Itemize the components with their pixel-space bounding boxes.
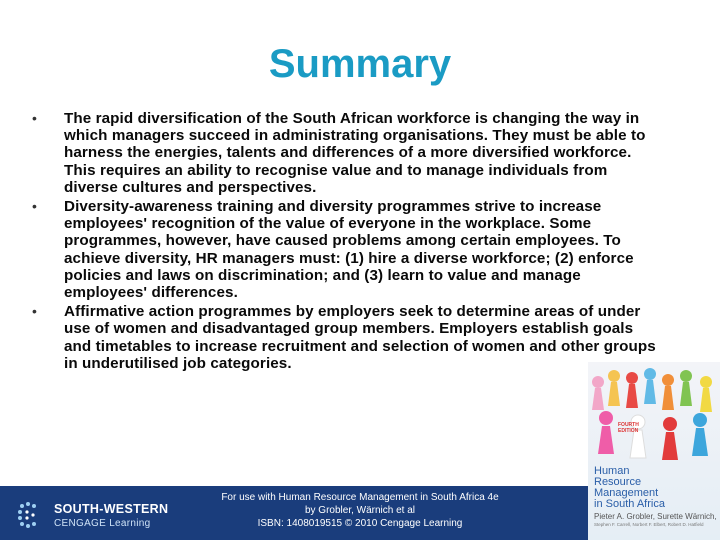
bullet-text: The rapid diversification of the South African workforce is changing the way in which managers succeed in administrating organisations. They must be able to harness the energies, talents and differences of a more diversified workforce. This requires an ability to recognise value and to manage individuals from diverse cultures and perspectives.: [64, 110, 646, 196]
slide-title: Summary: [268, 42, 452, 86]
bullet-list: [28, 110, 658, 374]
logo-subtitle: CENGAGE Learning: [54, 518, 151, 529]
pawn-figures-illustration: [588, 362, 720, 472]
book-authors: Pieter A. Grobler, Surette Wärnich,: [594, 512, 717, 521]
book-edition-line: EDITION: [618, 428, 639, 434]
bullet-marker: •: [32, 303, 37, 320]
bullet-item: [28, 198, 658, 301]
book-title: [594, 466, 665, 510]
book-title-line: Resource: [594, 476, 642, 488]
footer-line: by Grobler, Wärnich et al: [304, 505, 416, 516]
publisher-logo: [16, 500, 196, 532]
bullet-marker: •: [32, 110, 37, 126]
logo-name: SOUTH-WESTERN: [54, 502, 169, 516]
footer-citation: [200, 491, 520, 530]
book-edition: [618, 422, 639, 434]
book-authors-more: Stephen F. Carrell, Norbert F. Elbert, Robert D. Hatfield: [594, 522, 704, 527]
bullet-text: Diversity‑awareness training and diversity programmes strive to increase employees' recognition of the value of everyone in the workplace. Some programmes, however, have caused problems among certain employees. To achieve diversity, HR managers must: (1) hire a diverse workforce; (2) enforce policies and laws on discrimination; and (3) learn to value and manage employees' differences.: [64, 198, 634, 302]
footer-line: ISBN: 1408019515 © 2010 Cengage Learning: [257, 518, 463, 529]
cengage-logo-icon: [16, 500, 46, 530]
bullet-item: [28, 303, 658, 372]
bullet-marker: •: [32, 198, 37, 215]
book-title-line: Management: [594, 487, 659, 499]
bullet-text: Affirmative action programmes by employers seek to determine areas of under use of women and disadvantaged group members. Employers establish goals and timetables to increase recruitment and selection of women and other groups in underutilised job categories.: [64, 303, 656, 372]
footer-line: For use with Human Resource Management in South Africa 4e: [221, 492, 499, 503]
bullet-item: [28, 110, 658, 196]
book-edition-line: FOURTH: [618, 422, 639, 428]
book-title-line: in South Africa: [594, 498, 665, 510]
book-cover-image: [588, 362, 720, 540]
book-title-line: Human: [594, 465, 630, 477]
